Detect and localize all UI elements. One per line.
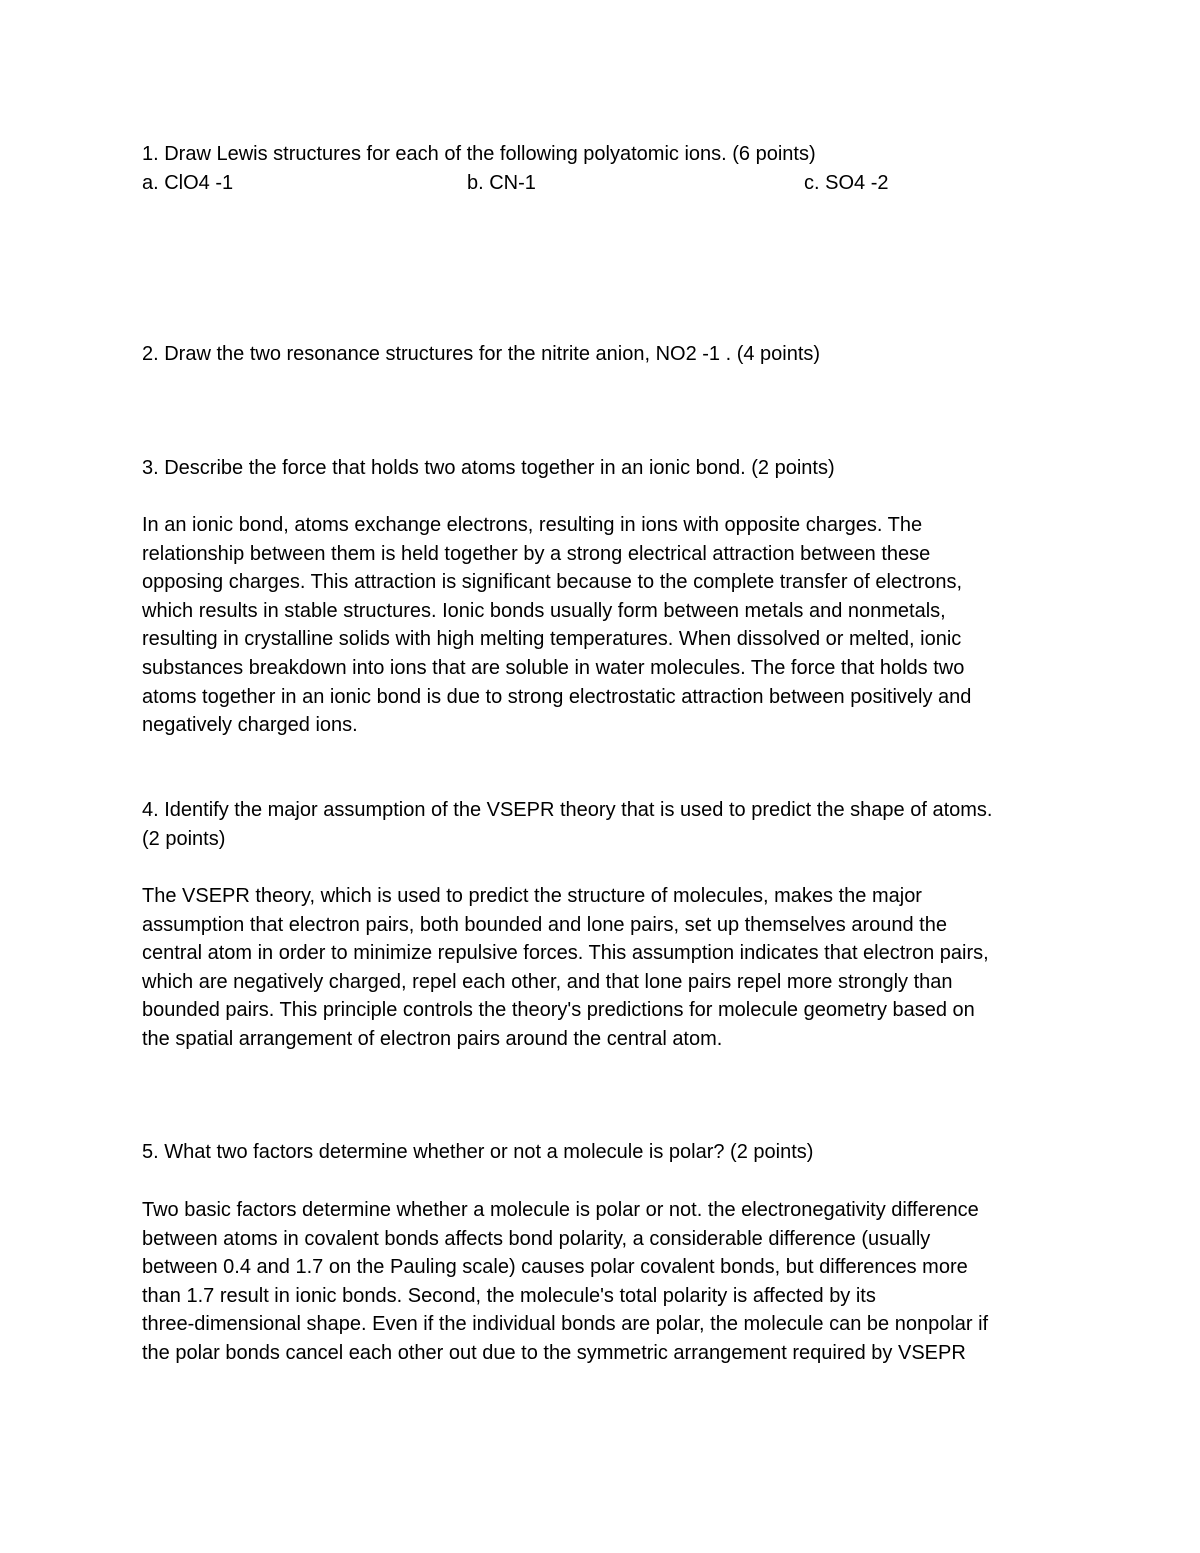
- answer-line: Two basic factors determine whether a molecule is polar or not. the electronegativity difference: [142, 1199, 979, 1221]
- question-4-answer: [142, 882, 1072, 1054]
- question-5-answer: [142, 1196, 1072, 1368]
- answer-line: three-dimensional shape. Even if the individual bonds are polar, the molecule can be nonpolar if: [142, 1313, 989, 1336]
- answer-line: substances breakdown into ions that are soluble in water molecules. The force that holds two: [142, 656, 965, 679]
- question-2-text: 2. Draw the two resonance structures for the nitrite anion, NO2 -1 . (4 points): [142, 343, 821, 365]
- answer-line: the polar bonds cancel each other out due to the symmetric arrangement required by VSEPR: [142, 1341, 966, 1364]
- question-1-option-c: c. SO4 -2: [804, 172, 889, 194]
- question-1-option-a: a. ClO4 -1: [142, 172, 234, 194]
- question-3-text: 3. Describe the force that holds two atoms together in an ionic bond. (2 points): [142, 457, 835, 479]
- question-5-text: 5. What two factors determine whether or not a molecule is polar? (2 points): [142, 1141, 814, 1163]
- answer-line: resulting in crystalline solids with high melting temperatures. When dissolved or melted, ionic: [142, 628, 962, 651]
- answer-line: which results in stable structures. Ionic bonds usually form between metals and nonmetals,: [142, 599, 946, 622]
- answer-line: between 0.4 and 1.7 on the Pauling scale) causes polar covalent bonds, but differences more: [142, 1256, 968, 1279]
- question-1-text: 1. Draw Lewis structures for each of the following polyatomic ions. (6 points): [142, 143, 816, 165]
- answer-line: between atoms in covalent bonds affects bond polarity, a considerable difference (usually: [142, 1227, 931, 1250]
- answer-line: relationship between them is held together by a strong electrical attraction between these: [142, 542, 931, 565]
- answer-line: opposing charges. This attraction is significant because to the complete transfer of electrons,: [142, 571, 963, 594]
- question-3-answer: [142, 511, 1072, 740]
- answer-line: than 1.7 result in ionic bonds. Second, the molecule's total polarity is affected by its: [142, 1284, 876, 1307]
- answer-line: atoms together in an ionic bond is due to strong electrostatic attraction between positively and: [142, 685, 972, 708]
- answer-line: central atom in order to minimize repulsive forces. This assumption indicates that electron pairs,: [142, 942, 989, 965]
- question-1-option-b: b. CN-1: [467, 172, 536, 194]
- question-4-text: [142, 796, 1072, 853]
- answer-line: negatively charged ions.: [142, 714, 358, 737]
- answer-line: bounded pairs. This principle controls the theory's predictions for molecule geometry based on: [142, 999, 975, 1022]
- question-line: 4. Identify the major assumption of the VSEPR theory that is used to predict the shape of atoms.: [142, 799, 993, 821]
- answer-line: assumption that electron pairs, both bounded and lone pairs, set up themselves around the: [142, 913, 947, 936]
- answer-line: which are negatively charged, repel each other, and that lone pairs repel more strongly than: [142, 970, 953, 993]
- answer-line: In an ionic bond, atoms exchange electrons, resulting in ions with opposite charges. The: [142, 514, 923, 536]
- question-line: (2 points): [142, 827, 226, 850]
- answer-line: the spatial arrangement of electron pairs around the central atom.: [142, 1027, 723, 1050]
- answer-line: The VSEPR theory, which is used to predict the structure of molecules, makes the major: [142, 885, 922, 907]
